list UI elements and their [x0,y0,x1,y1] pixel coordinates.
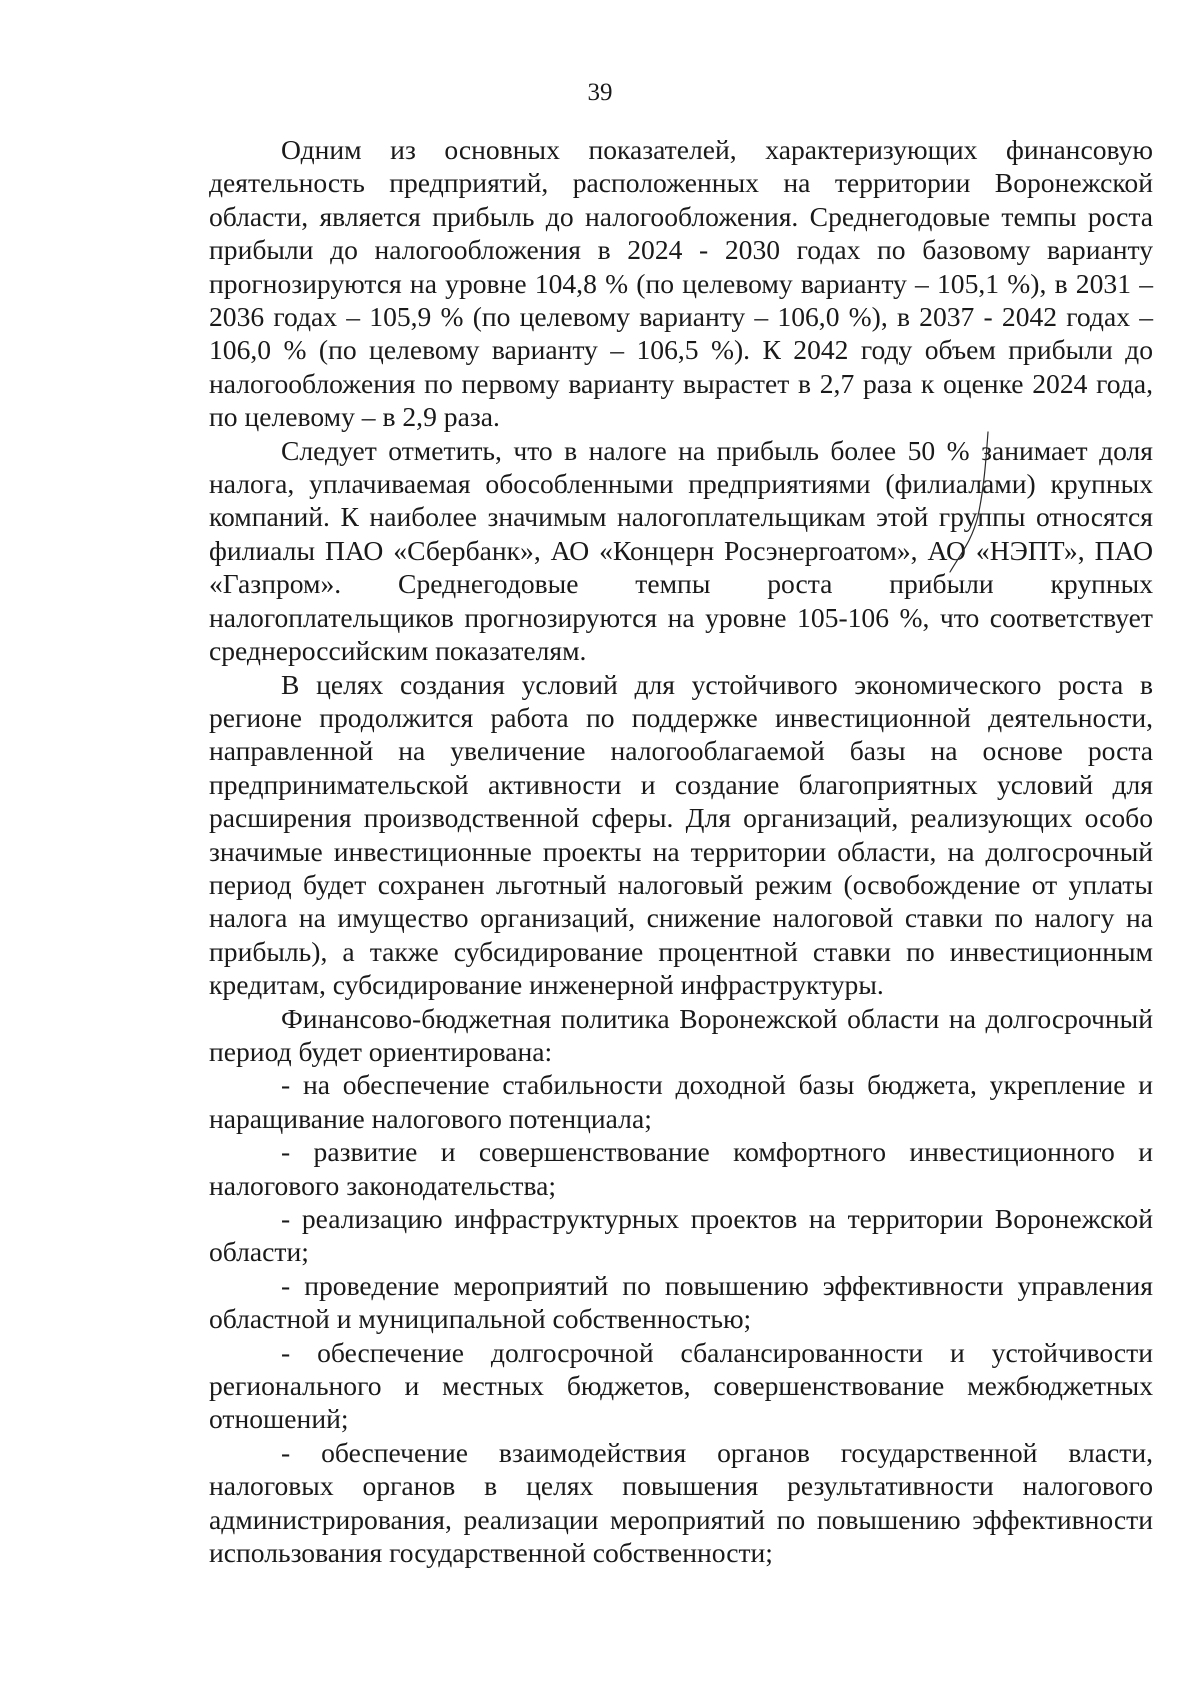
list-item-tax-administration: - обеспечение взаимодействия органов государственной власти, налоговых органов в целях повышения результативности налогового администрирования, реализации мероприятий по повышению эффективности использования государственной собственности; [209,1436,1153,1569]
list-item-budget-balance: - обеспечение долгосрочной сбалансированности и устойчивости регионального и местных бюджетов, совершенствование межбюджетных отношений; [209,1336,1153,1435]
paragraph-profit-forecast: Одним из основных показателей, характеризующих финансовую деятельность предприятий, расположенных на территории Воронежской области, является прибыль до налогообложения. Среднегодовые темпы роста прибыли до налогообложения в 2024 - 2030 годах по базовому варианту прогнозируются на уровне 104,8 % (по целевому варианту – 105,1 %), в 2031 – 2036 годах – 105,9 % (по целевому варианту – 106,0 %), в 2037 - 2042 годах – 106,0 % (по целевому варианту – 106,5 %). К 2042 году объем прибыли до налогообложения по первому варианту вырастет в 2,7 раза к оценке 2024 года, по целевому – в 2,9 раза. [209,134,1153,433]
body-text [209,133,1153,1569]
list-item-revenue-stability: - на обеспечение стабильности доходной базы бюджета, укрепление и наращивание налогового потенциала; [209,1069,1153,1134]
paragraph-profit-tax-structure: Следует отметить, что в налоге на прибыль более 50 % занимает доля налога, уплачиваемая обособленными предприятиями (филиалами) крупных компаний. К наиболее значимым налогоплательщикам этой группы относятся филиалы ПАО «Сбербанк», АО «Концерн Росэнергоатом», АО «НЭПТ», ПАО «Газпром». Среднегодовые темпы роста прибыли крупных налогоплательщиков прогнозируются на уровне 105-106 %, что соответствует среднероссийским показателям. [209,434,1153,667]
list-item-legislation: - развитие и совершенствование комфортного инвестиционного и налогового законодательства; [209,1136,1153,1201]
paragraph-policy-intro: Финансово-бюджетная политика Воронежской области на долгосрочный период будет ориентирована: [209,1002,1153,1067]
paragraph-investment-support: В целях создания условий для устойчивого экономического роста в регионе продолжится работа по поддержке инвестиционной деятельности, направленной на увеличение налогооблагаемой базы на основе роста предпринимательской активности и создание благоприятных условий для расширения производственной сферы. Для организаций, реализующих особо значимые инвестиционные проекты на территории области, на долгосрочный период будет сохранен льготный налоговый режим (освобождение от уплаты налога на имущество организаций, снижение налоговой ставки по налогу на прибыль), а также субсидирование процентной ставки по инвестиционным кредитам, субсидирование инженерной инфраструктуры. [209,668,1153,1001]
page-number: 39 [587,79,613,106]
list-item-infrastructure: - реализацию инфраструктурных проектов на территории Воронежской области; [209,1203,1153,1268]
list-item-property-management: - проведение мероприятий по повышению эффективности управления областной и муниципальной собственностью; [209,1269,1153,1335]
